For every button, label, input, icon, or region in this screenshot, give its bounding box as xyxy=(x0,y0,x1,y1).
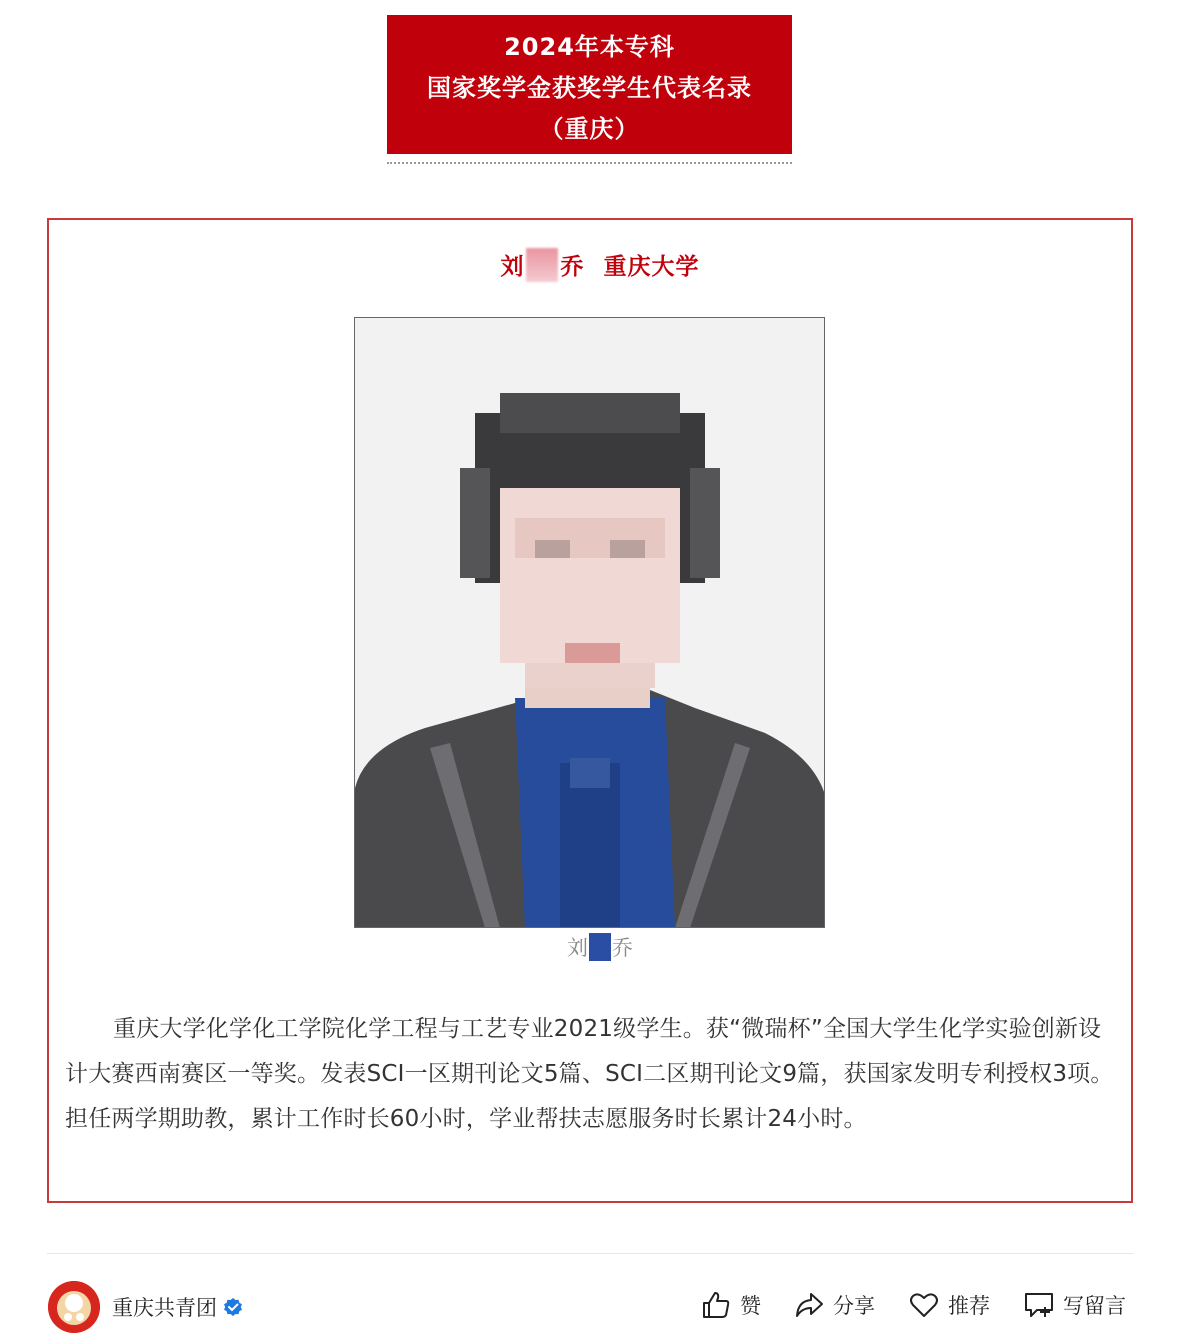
account-info[interactable] xyxy=(112,1292,243,1322)
caption-prefix: 刘 xyxy=(567,936,588,960)
recommend-label: 推荐 xyxy=(948,1294,990,1318)
banner-line-1: 2024年本专科 xyxy=(504,33,675,61)
account-name[interactable]: 重庆共青团 xyxy=(112,1296,217,1320)
share-arrow-icon xyxy=(793,1289,825,1321)
caption-redaction xyxy=(589,933,611,961)
verified-badge-icon xyxy=(223,1297,243,1317)
banner-line-2: 国家奖学金获奖学生代表名录 xyxy=(427,74,752,102)
comment-label: 写留言 xyxy=(1063,1294,1126,1318)
like-label: 赞 xyxy=(740,1294,761,1318)
banner-divider xyxy=(387,162,792,164)
account-avatar[interactable] xyxy=(48,1281,100,1333)
student-university: 重庆大学 xyxy=(603,254,700,280)
name-redaction xyxy=(526,248,558,282)
comment-button[interactable] xyxy=(1023,1289,1126,1321)
like-button[interactable] xyxy=(700,1289,761,1321)
share-label: 分享 xyxy=(833,1294,875,1318)
avatar-image xyxy=(48,1281,100,1333)
footer-divider xyxy=(47,1253,1133,1254)
thumbs-up-icon xyxy=(700,1289,732,1321)
student-bio: 重庆大学化学化工学院化学工程与工艺专业2021级学生。获“微瑞杯”全国大学生化学实验创新设计大赛西南赛区一等奖。发表SCI一区期刊论文5篇、SCI二区期刊论文9篇，获国家发明专利授权3项。担任两学期助教，累计工作时长60小时，学业帮扶志愿服务时长累计24小时。 xyxy=(65,1016,1114,1132)
comment-icon xyxy=(1023,1289,1055,1321)
student-photo[interactable] xyxy=(354,317,825,928)
recommend-button[interactable] xyxy=(908,1289,990,1321)
share-button[interactable] xyxy=(793,1289,875,1321)
title-banner xyxy=(387,15,792,154)
caption-suffix: 乔 xyxy=(612,936,633,960)
student-name-prefix: 刘 xyxy=(500,254,525,280)
photo-caption xyxy=(0,932,1200,962)
pixelated-portrait xyxy=(355,318,825,928)
banner-line-3: （重庆） xyxy=(539,115,640,143)
student-heading xyxy=(0,248,1200,282)
student-name-suffix: 乔 xyxy=(560,254,585,280)
heart-icon xyxy=(908,1289,940,1321)
